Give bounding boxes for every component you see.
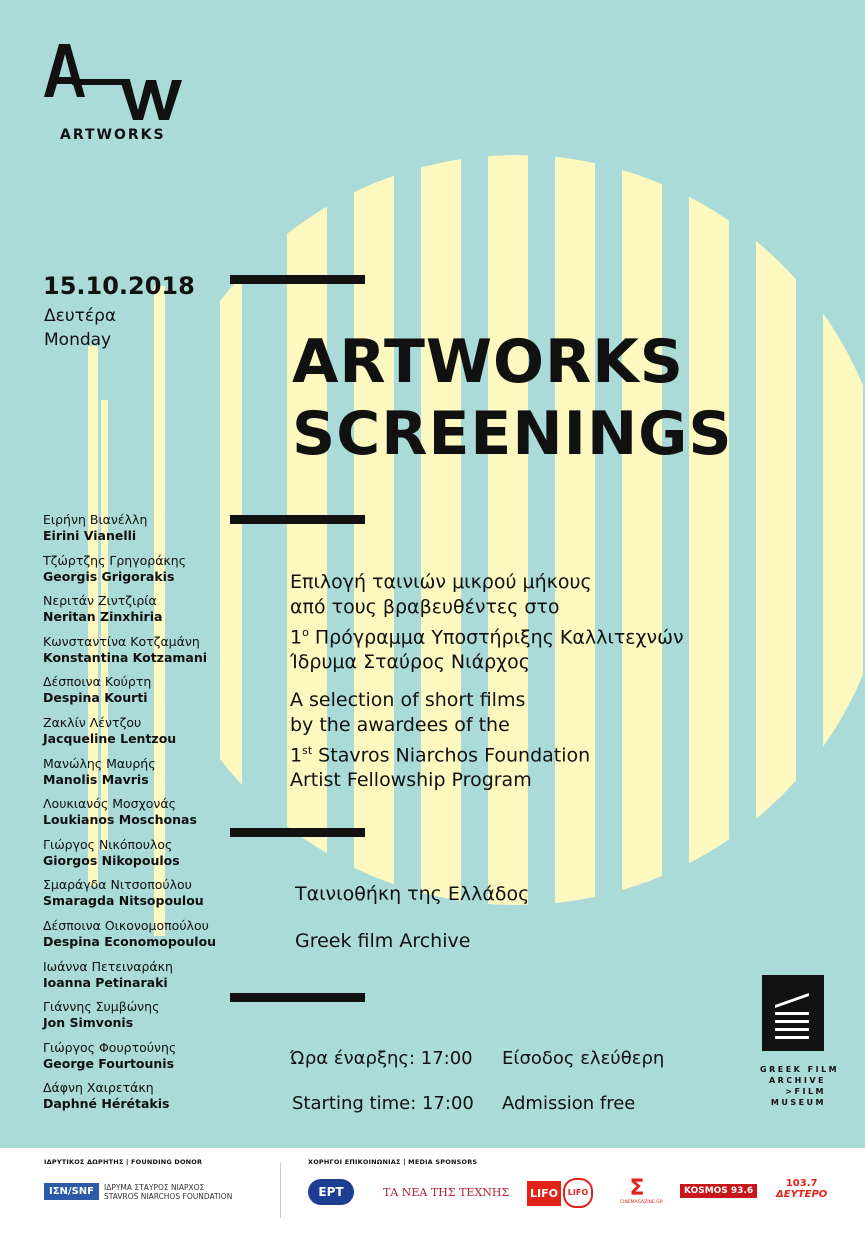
artist-item <box>43 553 216 594</box>
artist-item <box>43 634 216 675</box>
artist-name-english: Giorgos Nikopoulos <box>43 852 180 868</box>
artist-name-greek: Δέσποινα Οικονομοπούλου <box>43 917 209 933</box>
artist-name-english: Loukianos Moschonas <box>43 812 197 828</box>
admission-english: Admission free <box>502 1093 636 1114</box>
artist-name-english: Ioanna Petinaraki <box>43 974 168 990</box>
snf-mark: ΙΣΝ/SNF <box>44 1183 99 1200</box>
event-title <box>292 326 733 470</box>
artist-name-english: Jon Simvonis <box>43 1015 134 1031</box>
artist-name-english: Neritan Zinxhiria <box>43 609 163 625</box>
artist-name-greek: Λουκιανός Μοσχονάς <box>43 796 176 812</box>
artist-name-english: Manolis Mavris <box>43 771 149 787</box>
artist-list <box>43 512 216 1121</box>
cinemagazine-logo: Σ CINEMAGAZINE.GR <box>620 1176 663 1205</box>
event-day-english: Monday <box>44 330 112 350</box>
artworks-wordmark: ARTWORKS <box>60 127 166 143</box>
artist-name-greek: Ειρήνη Βιανέλλη <box>43 512 148 527</box>
description-greek <box>290 570 684 675</box>
kosmos-logo: KOSMOS 93.6 <box>680 1184 757 1198</box>
artist-item <box>43 796 216 837</box>
artist-item <box>43 918 216 959</box>
footer-divider <box>280 1162 281 1218</box>
artist-name-english: Eirini Vianelli <box>43 528 137 543</box>
admission-greek: Είσοδος ελεύθερη <box>502 1048 665 1069</box>
ert-logo: ΕΡΤ <box>308 1179 354 1205</box>
artist-item <box>43 512 216 553</box>
venue-english: Greek film Archive <box>295 930 471 952</box>
desc-en-line: A selection of short films <box>290 689 526 711</box>
founding-donor-label: ΙΔΡΥΤΙΚΟΣ ΔΩΡΗΤΗΣ | FOUNDING DONOR <box>44 1158 203 1166</box>
deftero-logo: 103.7 ΔΕΥΤΕΡΟ <box>776 1178 828 1200</box>
desc-gr-line: από τους βραβευθέντες στο <box>290 596 560 618</box>
title-line-2: SCREENINGS <box>292 399 733 469</box>
snf-name: ΙΔΡΥΜΑ ΣΤΑΥΡΟΣ ΝΙΑΡΧΟΣ STAVROS NIARCHOS FOUNDATION <box>103 1182 233 1201</box>
artist-item <box>43 999 216 1040</box>
ta-nea-logo: ΤΑ ΝΕΑ ΤΗΣ ΤΕΧΝΗΣ <box>383 1186 510 1199</box>
artist-item <box>43 756 216 797</box>
start-time-english: Starting time: 17:00 <box>292 1093 474 1114</box>
artist-name-greek: Μανώλης Μαυρής <box>43 755 156 771</box>
artist-name-greek: Γιώργος Νικόπουλος <box>43 836 173 852</box>
artist-name-english: George Fourtounis <box>43 1055 175 1071</box>
artist-name-greek: Δάφνη Χαιρετάκη <box>43 1080 154 1096</box>
artist-name-english: Daphné Hérétakis <box>43 1096 170 1112</box>
desc-en-line: 1st Stavros Niarchos Foundation <box>290 744 591 767</box>
artist-name-english: Smaragda Nitsopoulou <box>43 893 204 909</box>
artist-name-greek: Νεριτάν Ζιντζιρία <box>43 593 157 609</box>
artworks-logo-icon <box>42 42 190 122</box>
artist-item <box>43 959 216 1000</box>
artist-item <box>43 837 216 878</box>
event-date: 15.10.2018 <box>43 272 195 300</box>
media-sponsors-label: ΧΟΡΗΓΟΙ ΕΠΙΚΟΙΝΩΝΙΑΣ | MEDIA SPONSORS <box>308 1158 478 1166</box>
artist-name-greek: Τζώρτζης Γρηγοράκης <box>43 552 187 568</box>
description-english <box>290 688 590 793</box>
artist-item <box>43 593 216 634</box>
artist-item <box>43 674 216 715</box>
desc-gr-line: Ίδρυμα Σταύρος Νιάρχος <box>290 651 530 674</box>
artist-item <box>43 877 216 918</box>
artist-name-greek: Ζακλίν Λέντζου <box>43 714 142 730</box>
artist-item <box>43 715 216 756</box>
title-line-1: ARTWORKS <box>292 327 684 397</box>
artist-name-greek: Γιώργος Φουρτούνης <box>43 1039 177 1055</box>
artist-name-greek: Σμαράγδα Νιτσοπούλου <box>43 877 192 893</box>
artist-name-greek: Γιάννης Συμβώνης <box>43 999 160 1015</box>
sponsor-footer <box>0 1148 865 1233</box>
artist-name-greek: Κωνσταντίνα Κοτζαμάνη <box>43 633 200 649</box>
venue-greek: Ταινιοθήκη της Ελλάδος <box>295 883 530 905</box>
artist-name-english: Georgis Grigorakis <box>43 568 175 584</box>
artist-name-english: Despina Economopoulou <box>43 933 217 949</box>
artist-name-greek: Δέσποινα Κούρτη <box>43 674 152 690</box>
snf-logo <box>44 1181 232 1201</box>
greek-film-archive-logo-icon <box>762 975 824 1051</box>
artist-name-english: Jacqueline Lentzou <box>43 730 177 746</box>
artist-item <box>43 1040 216 1081</box>
desc-en-line: Artist Fellowship Program <box>290 769 532 792</box>
artist-name-english: Konstantina Kotzamani <box>43 649 208 665</box>
desc-gr-line: $1^o$ Πρόγραμμα Υποστήριξης Καλλιτεχνών <box>290 626 684 649</box>
lifo-logo: LIFO LIFO <box>527 1178 593 1208</box>
greek-film-archive-text: GREEK FILM ARCHIVE >FILM MUSEUM <box>760 1065 840 1107</box>
desc-gr-line: Επιλογή ταινιών μικρού μήκους <box>290 571 592 593</box>
artist-name-greek: Ιωάννα Πετειναράκη <box>43 958 173 974</box>
start-time-greek: Ώρα έναρξης: 17:00 <box>290 1048 473 1069</box>
desc-en-line: by the awardees of the <box>290 714 510 736</box>
event-day-greek: Δευτέρα <box>44 306 117 326</box>
artist-name-english: Despina Kourti <box>43 690 148 706</box>
artist-item <box>43 1080 216 1121</box>
